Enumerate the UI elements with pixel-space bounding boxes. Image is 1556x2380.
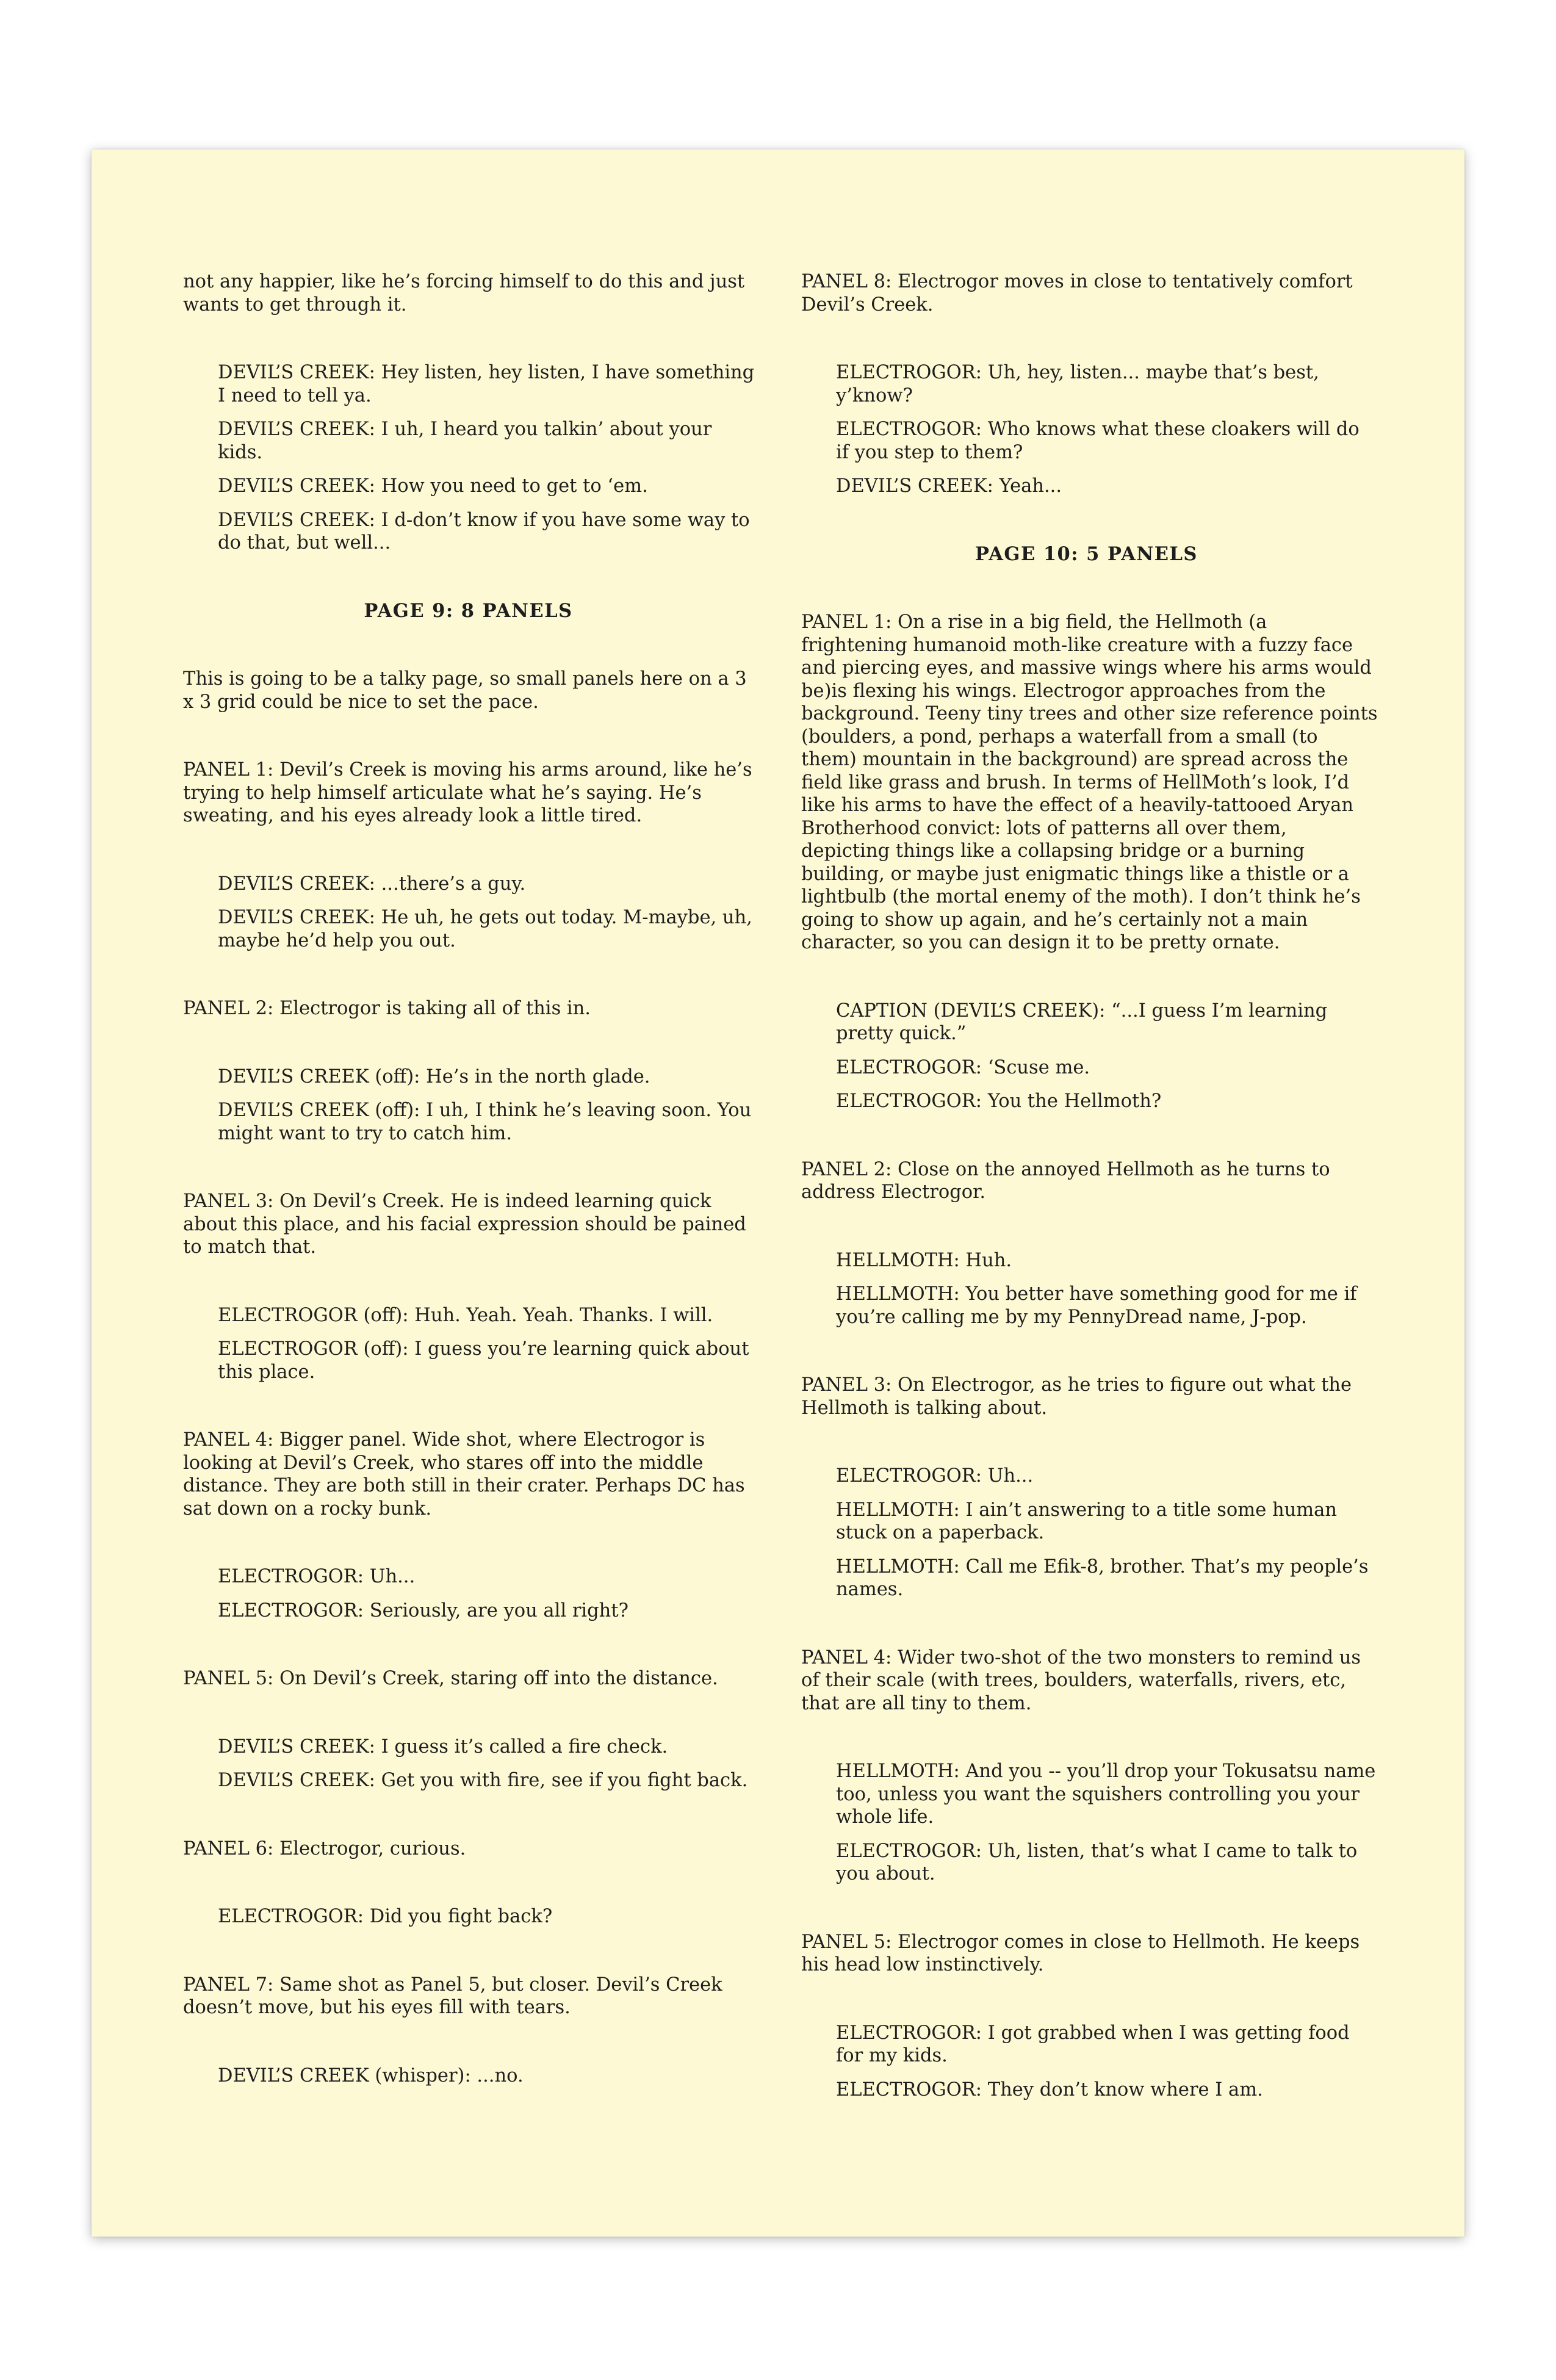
page-heading: PAGE 10: 5 PANELS <box>975 543 1198 565</box>
dialogue-line: HELLMOTH: And you -- you’ll drop your Tokusatsu name too, unless you want the squishers controlling you your whole life. <box>836 1761 1376 1828</box>
panel-description: PANEL 3: On Electrogor, as he tries to figure out what the Hellmoth is talking about. <box>801 1374 1352 1419</box>
dialogue-block <box>801 361 1378 498</box>
dialogue-line: DEVIL’S CREEK: Get you with fire, see if you fight back. <box>218 1770 748 1791</box>
dialogue-block <box>183 1066 760 1145</box>
panel-description: PANEL 1: On a rise in a big field, the Hellmoth (a frightening humanoid moth-like creature with a fuzzy face and piercing eyes, and massive wings where his arms would be)is flexing his wings. Electrogor approaches from the background. Teeny tiny trees and other size reference points (boulders, a pond, perhaps a waterfall from a small (to them) mountain in the background) are spread across the field like grass and brush. In terms of HellMoth’s look, I’d like his arms to have the effect of a heavily-tattooed Aryan Brotherhood convict: lots of patterns all over them, depicting things like a collapsing bridge or a burning building, or maybe just enigmatic things like a thistle or a lightbulb (the mortal enemy of the moth). I don’t think he’s going to show up again, and he’s certainly not a main character, so you can design it to be pretty ornate. <box>801 611 1378 953</box>
dialogue-line: ELECTROGOR: Uh, listen, that’s what I came to talk to you about. <box>836 1840 1358 1884</box>
dialogue-line: HELLMOTH: Call me Efik-8, brother. That’s my people’s names. <box>836 1556 1369 1600</box>
dialogue-block <box>801 2022 1378 2102</box>
dialogue-line: DEVIL’S CREEK: I d-don’t know if you have some way to do that, but well... <box>218 509 750 554</box>
dialogue-line: CAPTION (DEVIL’S CREEK): “...I guess I’m learning pretty quick.” <box>836 1000 1328 1044</box>
dialogue-block <box>183 1304 760 1384</box>
panel-description: PANEL 2: Electrogor is taking all of this in. <box>183 998 591 1019</box>
page-heading: PAGE 9: 8 PANELS <box>364 599 573 622</box>
dialogue-block <box>801 1000 1378 1113</box>
dialogue-block <box>183 2064 760 2088</box>
dialogue-line: DEVIL’S CREEK: ...there’s a guy. <box>218 873 526 895</box>
dialogue-line: ELECTROGOR: Uh... <box>218 1566 416 1587</box>
panel-description: PANEL 8: Electrogor moves in close to tentatively comfort Devil’s Creek. <box>801 271 1353 316</box>
dialogue-block <box>801 1465 1378 1601</box>
dialogue-block <box>183 361 760 555</box>
dialogue-block <box>183 873 760 953</box>
dialogue-line: DEVIL’S CREEK (off): I uh, I think he’s leaving soon. You might want to try to catch him. <box>218 1100 752 1144</box>
panel-description: PANEL 3: On Devil’s Creek. He is indeed learning quick about this place, and his facial expression should be pained to match that. <box>183 1191 746 1258</box>
dialogue-line: HELLMOTH: Huh. <box>836 1249 1012 1271</box>
dialogue-block <box>183 1736 760 1792</box>
panel-description: PANEL 5: Electrogor comes in close to Hellmoth. He keeps his head low instinctively. <box>801 1931 1360 1975</box>
dialogue-line: DEVIL’S CREEK: He uh, he gets out today. M-maybe, uh, maybe he’d help you out. <box>218 907 752 951</box>
dialogue-line: DEVIL’S CREEK: I guess it’s called a fire check. <box>218 1736 668 1758</box>
left-column <box>183 270 760 2132</box>
dialogue-line: HELLMOTH: I ain’t answering to a title some human stuck on a paperback. <box>836 1499 1337 1543</box>
dialogue-line: ELECTROGOR: They don’t know where I am. <box>836 2079 1263 2101</box>
dialogue-line: ELECTROGOR (off): Huh. Yeah. Yeah. Thanks. I will. <box>218 1304 713 1326</box>
dialogue-line: DEVIL’S CREEK (off): He’s in the north glade. <box>218 1066 650 1087</box>
dialogue-line: ELECTROGOR: Seriously, are you all right? <box>218 1599 629 1621</box>
dialogue-block <box>183 1565 760 1622</box>
dialogue-line: DEVIL’S CREEK: Yeah... <box>836 475 1062 497</box>
dialogue-block <box>801 1760 1378 1886</box>
dialogue-line: ELECTROGOR: I got grabbed when I was getting food for my kids. <box>836 2022 1350 2066</box>
panel-description: PANEL 4: Wider two-shot of the two monsters to remind us of their scale (with trees, boulders, waterfalls, rivers, etc, that are all tiny to them. <box>801 1646 1361 1714</box>
dialogue-line: ELECTROGOR: ‘Scuse me. <box>836 1056 1090 1078</box>
dialogue-block <box>183 1905 760 1928</box>
panel-description: PANEL 6: Electrogor, curious. <box>183 1837 466 1859</box>
dialogue-block <box>801 1249 1378 1329</box>
dialogue-line: DEVIL’S CREEK: How you need to get to ‘em. <box>218 475 648 497</box>
panel-description: PANEL 5: On Devil’s Creek, staring off into the distance. <box>183 1668 718 1689</box>
panel-description: PANEL 1: Devil’s Creek is moving his arms around, like he’s trying to help himself articulate what he’s saying. He’s sweating, and his eyes already look a little tired. <box>183 759 752 826</box>
dialogue-line: ELECTROGOR: You the Hellmoth? <box>836 1091 1162 1112</box>
dialogue-line: ELECTROGOR: Who knows what these cloakers will do if you step to them? <box>836 419 1360 463</box>
dialogue-line: DEVIL’S CREEK: Hey listen, hey listen, I have something I need to tell ya. <box>218 362 755 406</box>
right-column <box>801 270 1378 2146</box>
dialogue-line: ELECTROGOR: Uh... <box>836 1465 1034 1487</box>
dialogue-line: DEVIL’S CREEK: I uh, I heard you talkin’ about your kids. <box>218 419 712 463</box>
script-paragraph: not any happier, like he’s forcing himself to do this and just wants to get through it. <box>183 271 745 316</box>
script-page <box>92 150 1464 2237</box>
dialogue-line: ELECTROGOR (off): I guess you’re learning quick about this place. <box>218 1338 749 1383</box>
panel-description: PANEL 2: Close on the annoyed Hellmoth as he turns to address Electrogor. <box>801 1158 1330 1203</box>
script-paragraph: This is going to be a talky page, so small panels here on a 3 x 3 grid could be nice to set the pace. <box>183 668 747 713</box>
dialogue-line: DEVIL’S CREEK (whisper): ...no. <box>218 2064 524 2086</box>
dialogue-line: HELLMOTH: You better have something good for me if you’re calling me by my PennyDread name, J-pop. <box>836 1283 1357 1328</box>
dialogue-line: ELECTROGOR: Uh, hey, listen... maybe that’s best, y’know? <box>836 362 1319 406</box>
panel-description: PANEL 4: Bigger panel. Wide shot, where Electrogor is looking at Devil’s Creek, who stares off into the middle distance. They are both still in their crater. Perhaps DC has sat down on a rocky bunk. <box>183 1429 745 1520</box>
panel-description: PANEL 7: Same shot as Panel 5, but closer. Devil’s Creek doesn’t move, but his eyes fill with tears. <box>183 1974 722 2018</box>
dialogue-line: ELECTROGOR: Did you fight back? <box>218 1906 553 1927</box>
